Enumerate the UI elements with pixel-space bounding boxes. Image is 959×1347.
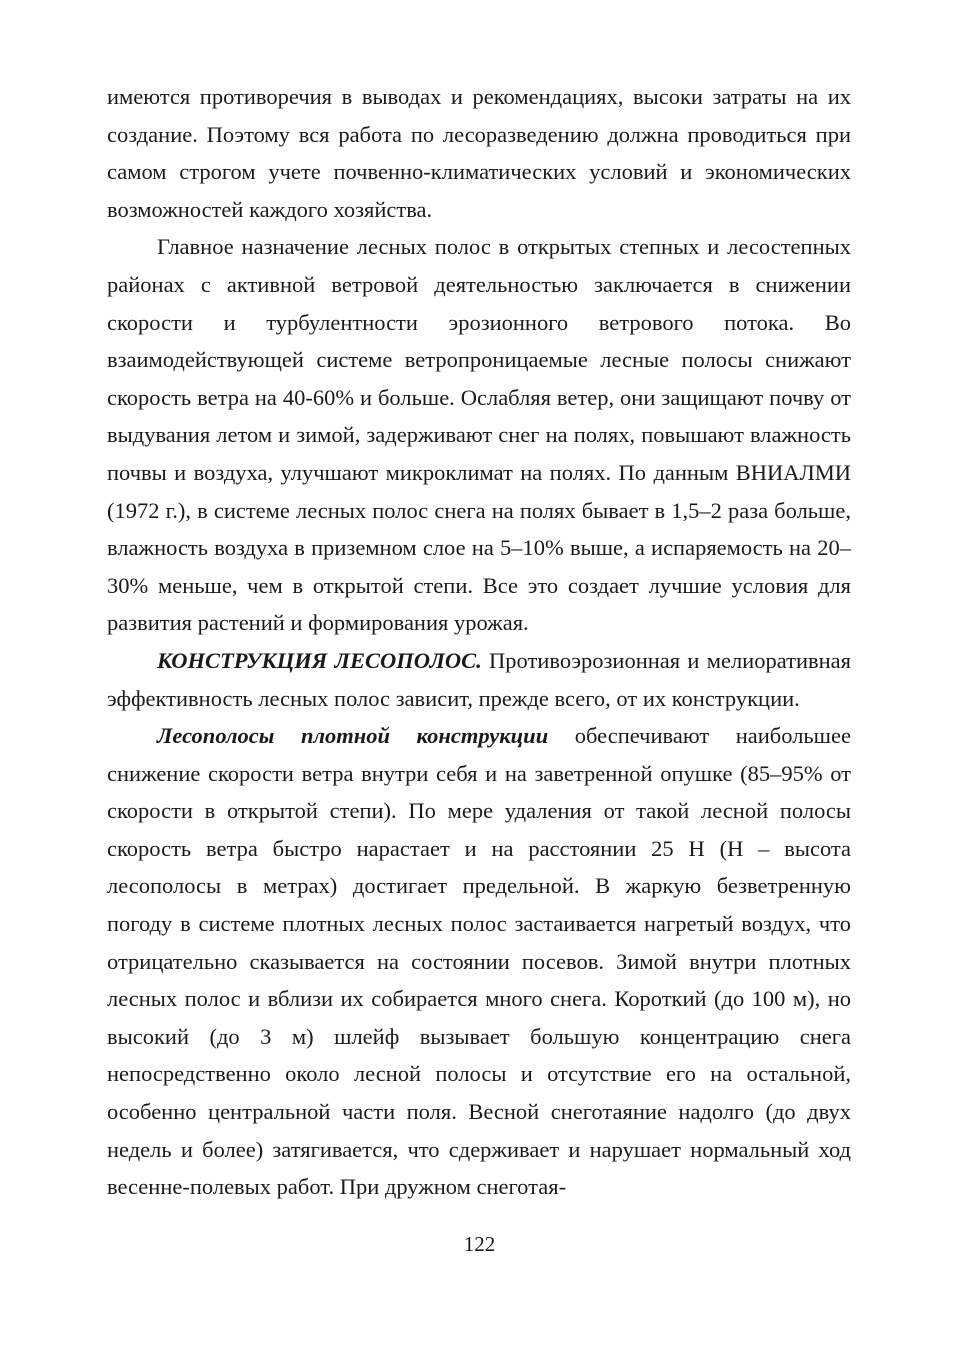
- section-heading: КОНСТРУКЦИЯ ЛЕСОПОЛОС.: [157, 647, 482, 673]
- paragraph-2-text: Главное назначение лесных полос в открытых степных и лесостепных районах с активной ветровой деятельностью заключается в снижении скорости и турбулентности эрозионного ветрового потока. Во взаимодействующей системе ветропроницаемые лесные полосы снижают скорость ветра на 40-60% и больше. Ослабляя ветер, они защищают почву от выдувания летом и зимой, задерживают снег на полях, повышают влажность почвы и воздуха, улучшают микроклимат на полях. По данным ВНИАЛМИ (1972 г.), в системе лесных полос снега на полях бывает в 1,5–2 раза больше, влажность воздуха в приземном слое на 5–10% выше, а испаряемость на 20–30% меньше, чем в открытой степи. Все это создает лучшие условия для развития растений и формирования урожая.: [107, 234, 851, 636]
- paragraph-1: [107, 78, 851, 228]
- paragraph-1-text: имеются противоречия в выводах и рекомендациях, высоки затраты на их создание. Поэтому вся работа по лесоразведению должна проводиться при самом строгом учете почвенно-климатических условий и экономических возможностей каждого хозяйства.: [107, 84, 851, 222]
- paragraph-2: [107, 228, 851, 642]
- paragraph-3-text: Противоэрозионная и мелиоративная эффективность лесных полос зависит, прежде всего, от их конструкции.: [107, 647, 851, 711]
- paragraph-4: [107, 717, 851, 1206]
- page-number: 122: [463, 1232, 496, 1256]
- paragraph-3: [107, 642, 851, 717]
- paragraph-4-text: обеспечивают наибольшее снижение скорости ветра внутри себя и на заветренной опушке (85–95% от скорости в открытой степи). По мере удаления от такой лесной полосы скорость ветра быстро нарастает и на расстоянии 25 Н (Н – высота лесополосы в метрах) достигает предельной. В жаркую безветренную погоду в системе плотных лесных полос застаивается нагретый воздух, что отрицательно сказывается на состоянии посевов. Зимой внутри плотных лесных полос и вблизи их собирается много снега. Короткий (до 100 м), но высокий (до 3 м) шлейф вызывает большую концентрацию снега непосредственно около лесной полосы и отсутствие его на остальной, особенно центральной части поля. Весной снеготаяние надолго (до двух недель и более) затягивается, что сдерживает и нарушает нормальный ход весенне-полевых работ. При дружном снеготая-: [107, 723, 851, 1200]
- term-heading: Лесополосы плотной конструкции: [157, 723, 549, 749]
- body-text: [107, 78, 851, 1206]
